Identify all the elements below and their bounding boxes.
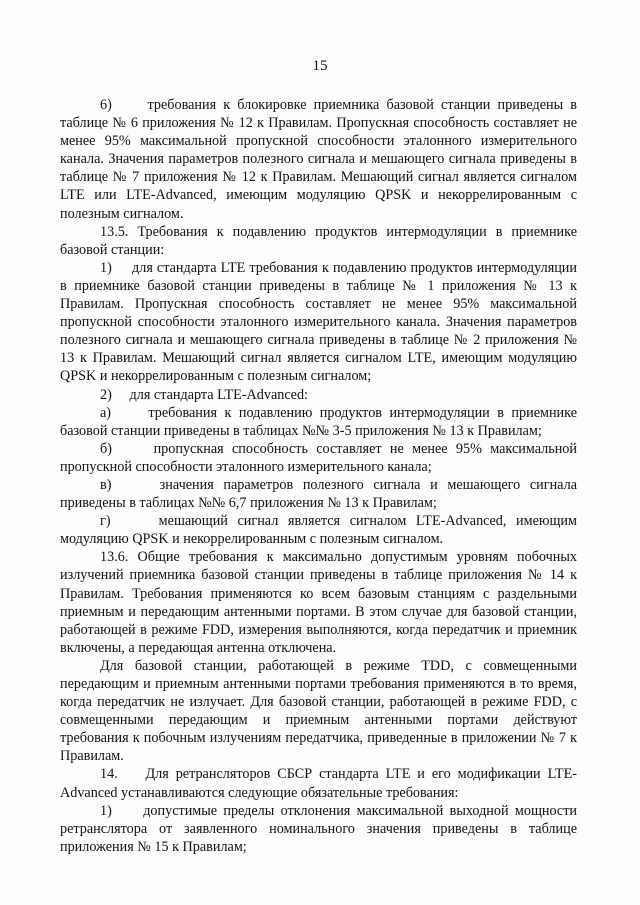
paragraph-repeater-item-1: 1) допустимые пределы отклонения максимальной выходной мощности ретранслятора от заявленного номинального значения приведены в таблице приложения № 15 к Правилам;: [60, 802, 577, 855]
paragraph-item-2-lte-advanced: 2) для стандарта LTE-Advanced:: [100, 386, 308, 403]
page-number: 15: [312, 58, 328, 74]
paragraph-section-14: 14. Для ретрансляторов СБСР стандарта LTE и его модификации LTE-Advanced устанавливаются следующие обязательные требования:: [60, 766, 577, 801]
paragraph-section-13-6: 13.6. Общие требования к максимально допустимым уровням побочных излучений приемника базовой станции приведены в таблице приложения № 14 к Правилам. Требования применяются ко всем базовым станциям с раздельными приемным и передающим антенными портами. В этом случае для базовой станции, работающей в режиме FDD, измерения выполняются, когда передатчик и приемник включены, а передающая антенна отключена.: [60, 549, 577, 656]
paragraph-section-13-5: 13.5. Требования к подавлению продуктов интермодуляции в приемнике базовой станции:: [60, 223, 577, 258]
paragraph-subitem-g: г) мешающий сигнал является сигналом LTE-Advanced, имеющим модуляцию QPSK и некоррелированным с полезным сигналом.: [60, 513, 577, 548]
paragraph-item-1-lte: 1) для стандарта LTE требования к подавлению продуктов интермодуляции в приемнике базовой станции приведены в таблице № 1 приложения № 13 к Правилам. Пропускная способность составляет не менее 95% максимальной пропускной способности эталонного измерительного канала. Значения параметров полезного сигнала и мешающего сигнала приведены в таблице № 2 приложения № 13 к Правилам. Мешающий сигнал является сигналом LTE, имеющим модуляцию QPSK и некоррелированным с полезным сигналом;: [60, 259, 577, 385]
document-body: [60, 96, 577, 856]
paragraph-item-6: 6) требования к блокировке приемника базовой станции приведены в таблице № 6 приложения № 12 к Правилам. Пропускная способность составляет не менее 95% максимальной пропускной способности эталонного измерительного канала. Значения параметров полезного сигнала и мешающего сигнала приведены в таблице № 7 приложения № 12 к Правилам. Мешающий сигнал является сигналом LTE или LTE-Advanced, имеющим модуляцию QPSK и некоррелированным с полезным сигналом.: [60, 97, 577, 222]
paragraph-subitem-b: б) пропускная способность составляет не менее 95% максимальной пропускной способности эталонного измерительного канала;: [60, 440, 577, 475]
paragraph-subitem-a: а) требования к подавлению продуктов интермодуляции в приемнике базовой станции приведены в таблицах №№ 3-5 приложения № 13 к Правилам;: [60, 404, 577, 439]
paragraph-subitem-v: в) значения параметров полезного сигнала и мешающего сигнала приведены в таблицах №№ 6,7 приложения № 13 к Правилам;: [60, 476, 577, 512]
paragraph-tdd: Для базовой станции, работающей в режиме TDD, с совмещенными передающим и приемным антенными портами требования применяются в то время, когда передатчик не излучает. Для базовой станции, работающей в режиме FDD, с совмещенными передающим и приемным антенными портами действуют требования к побочным излучениям передатчика, приведенные в приложении № 7 к Правилам.: [60, 657, 577, 765]
